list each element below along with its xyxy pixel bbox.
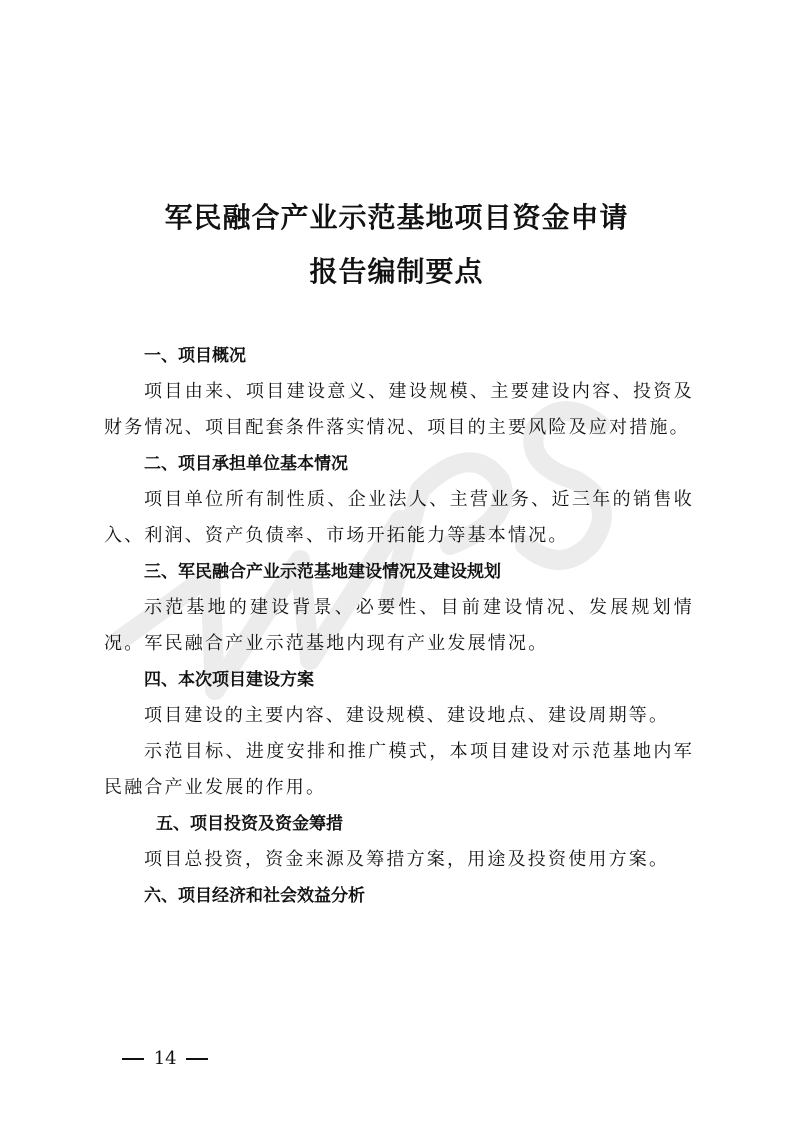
section-heading-4: 四、本次项目建设方案 xyxy=(144,670,314,690)
section-4-paragraph-1: 项目建设的主要内容、建设规模、建设地点、建设周期等。 xyxy=(144,705,670,726)
section-heading-1: 一、项目概况 xyxy=(144,346,246,366)
section-heading-6: 六、项目经济和社会效益分析 xyxy=(144,886,365,906)
footer-dash-right xyxy=(186,1058,208,1060)
page-footer xyxy=(118,1048,212,1069)
section-3-paragraph: 示范基地的建设背景、必要性、目前建设情况、发展规划情况。军民融合产业示范基地内现有产业发展情况。 xyxy=(104,597,694,654)
document-title-line-1: 军民融合产业示范基地项目资金申请 xyxy=(164,201,629,234)
section-heading-5: 五、项目投资及资金筹措 xyxy=(156,814,343,834)
section-5-paragraph: 项目总投资，资金来源及筹措方案，用途及投资使用方案。 xyxy=(144,849,670,870)
section-2-paragraph: 项目单位所有制性质、企业法人、主营业务、近三年的销售收入、利润、资产负债率、市场开拓能力等基本情况。 xyxy=(104,489,694,546)
document-title-line-2: 报告编制要点 xyxy=(309,255,484,288)
section-4-paragraph-2: 示范目标、进度安排和推广模式，本项目建设对示范基地内军民融合产业发展的作用。 xyxy=(104,741,694,798)
section-1-paragraph: 项目由来、项目建设意义、建设规模、主要建设内容、投资及财务情况、项目配套条件落实情况、项目的主要风险及应对措施。 xyxy=(104,381,694,438)
footer-dash-left xyxy=(122,1058,144,1060)
document-body xyxy=(104,338,694,914)
section-heading-2: 二、项目承担单位基本情况 xyxy=(144,454,348,474)
section-heading-3: 三、军民融合产业示范基地建设情况及建设规划 xyxy=(144,562,501,582)
page-number: 14 xyxy=(153,1048,177,1069)
